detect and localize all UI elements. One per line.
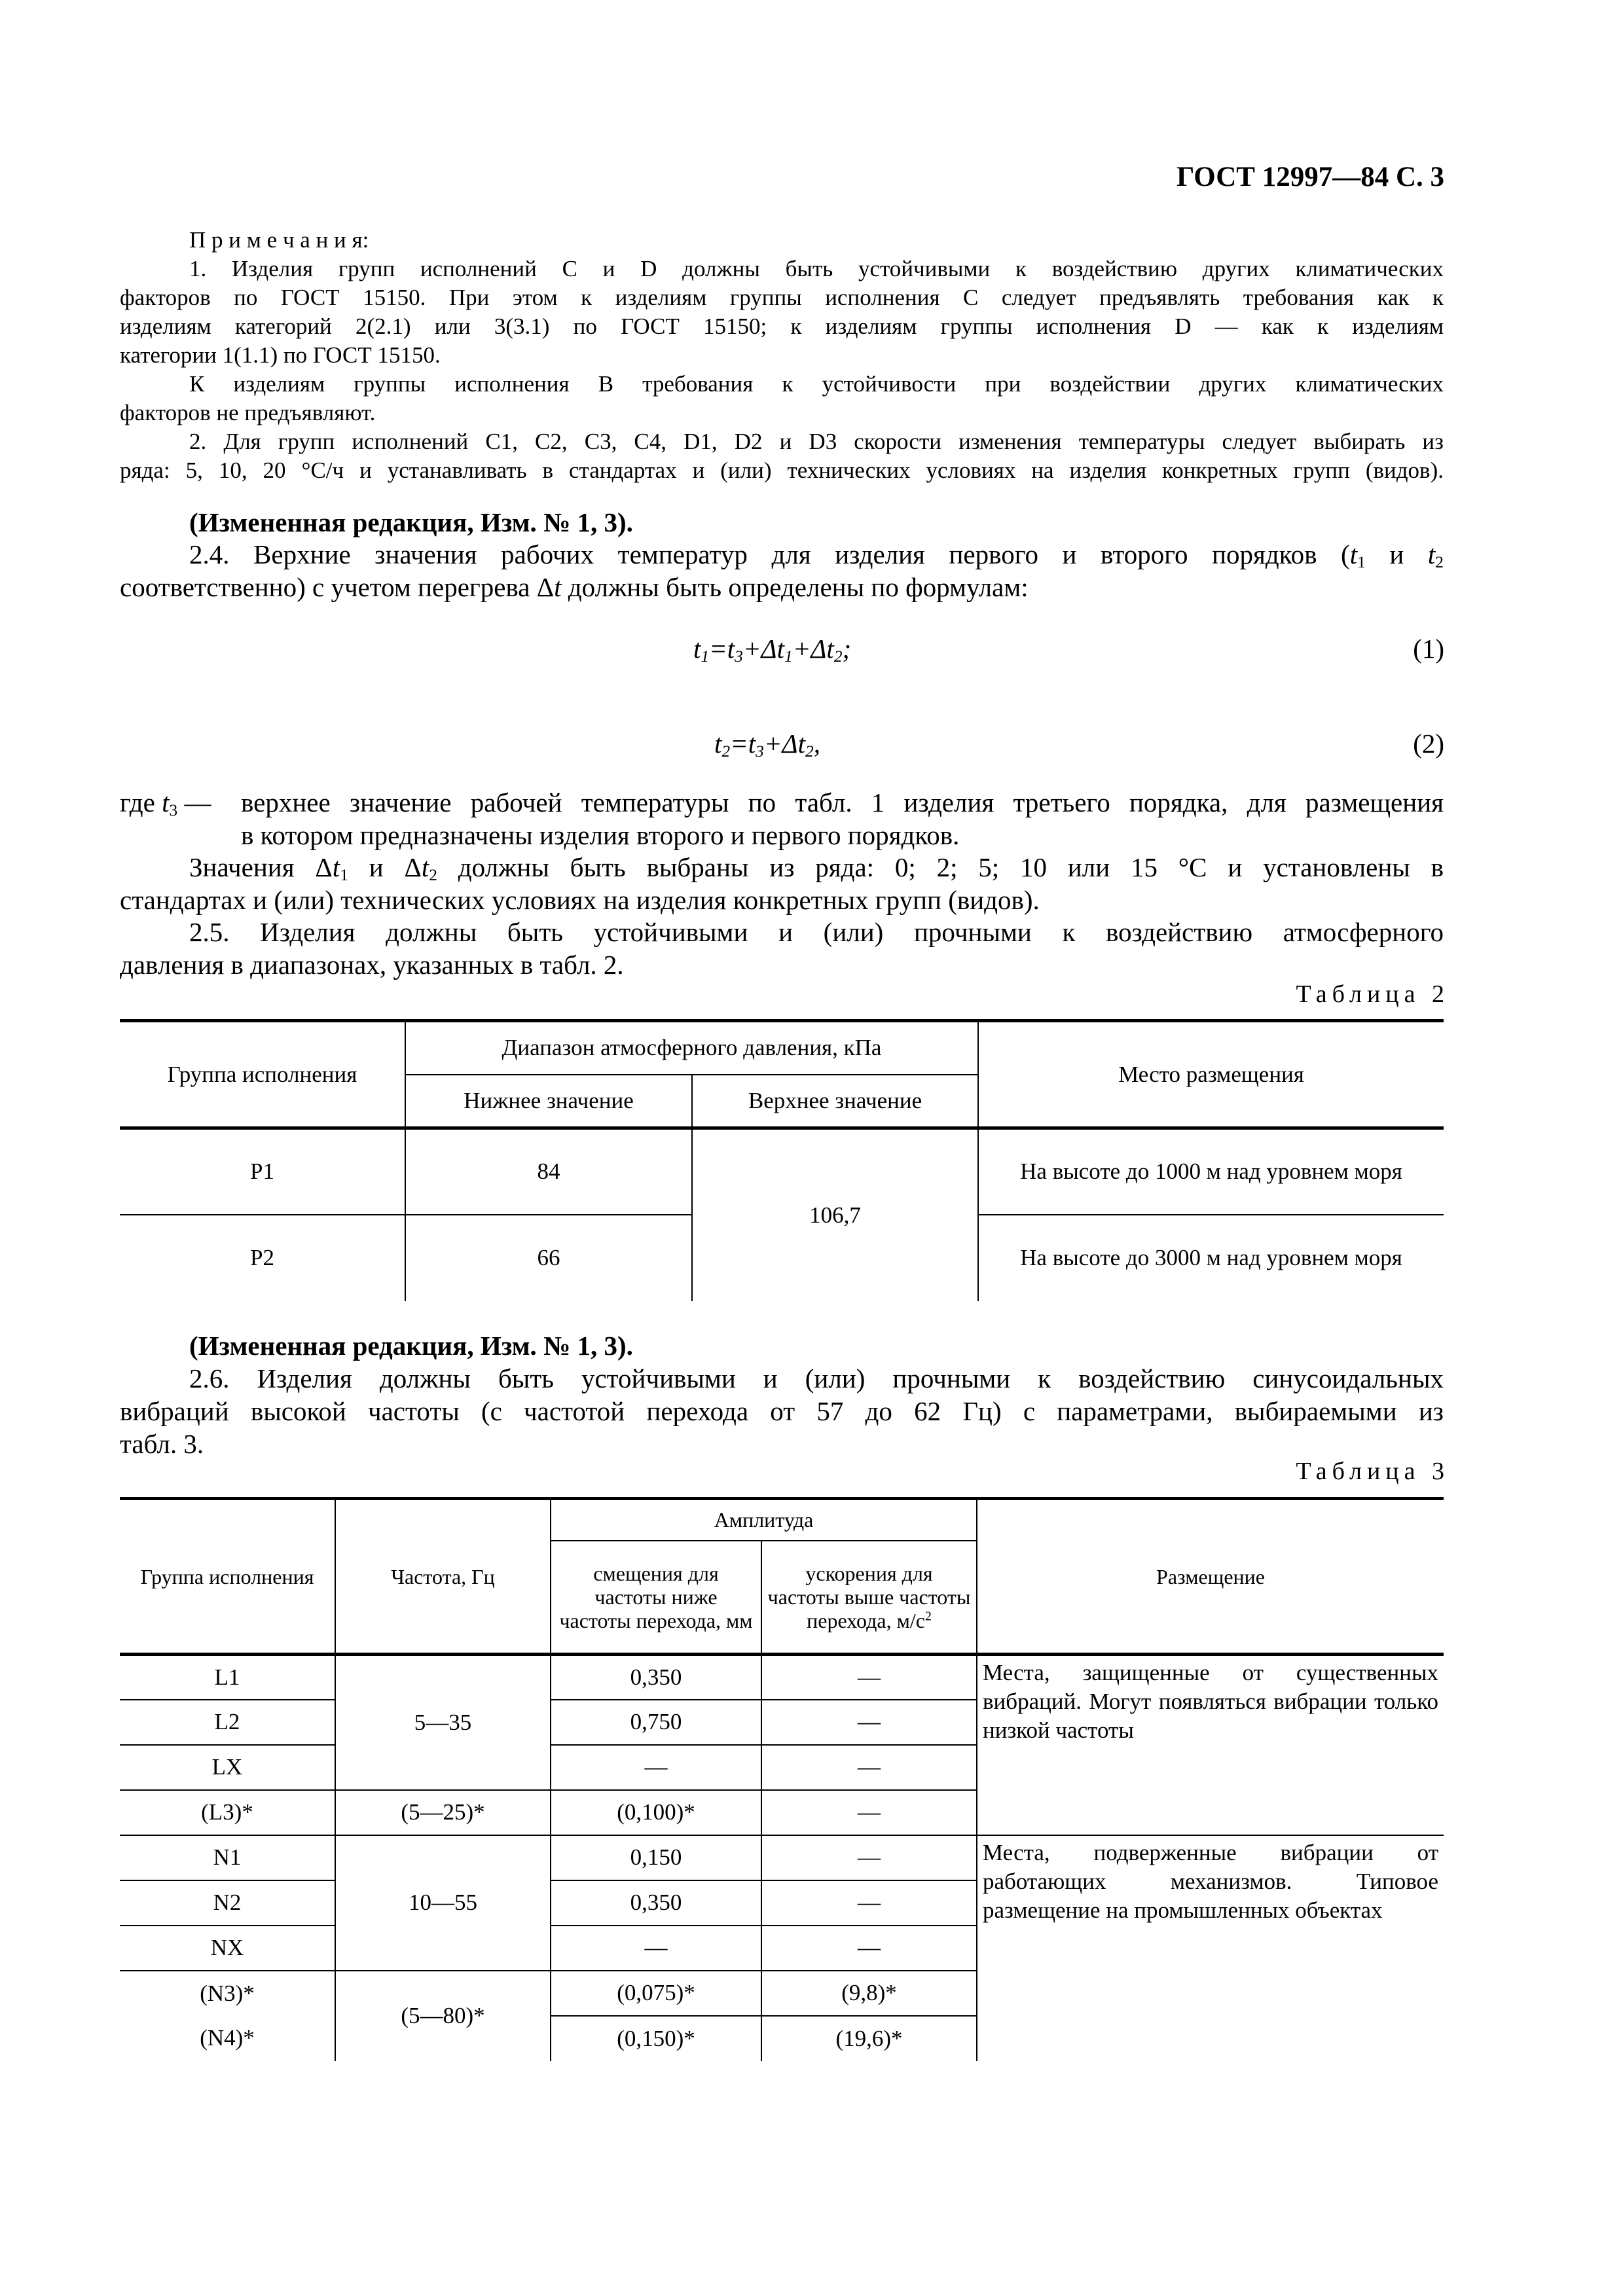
table-3-place-n: Места, подверженные вибрации от работающих механизмов. Типовое размещение на промышленных объектах [983,1839,1439,1923]
paragraph-2-6-line-3: табл. 3. [120,1429,204,1459]
table-2-header-range: Диапазон атмосферного давления, кПа [405,1021,978,1075]
table-3-cell-disp: (0,150)* [551,2016,761,2061]
formula-1: $t_1=t_3+\Delta t_1+\Delta t_2$; [693,634,852,666]
table-3-cell-accel: (9,8)* [761,1971,977,2016]
table-2-cell-group: P2 [120,1215,405,1301]
table-2-header-place: Место размещения [978,1021,1444,1128]
table-3-header-freq: Частота, Гц [335,1499,551,1655]
formula-1-number: (1) [1413,634,1444,664]
table-3-cell-freq: 5—35 [335,1655,551,1790]
table-3-cell-accel: — [761,1700,977,1745]
paragraph-2-4-line-1: 2.4. Верхние значения рабочих температур для изделия первого и второго порядков ($t_1$ и $t_2$ [189,539,1444,571]
table-3-cell-disp: — [551,1926,761,1971]
table-3-cell-group: (N4)* [120,2016,335,2061]
table-3-cell-accel: — [761,1880,977,1926]
table-2-header-lower: Нижнее значение [405,1075,692,1128]
note-2-line-2: ряда: 5, 10, 20 °С/ч и устанавливать в стандартах и (или) технических условиях на изделия конкретных групп (видов). [120,457,1444,483]
table-3-cell-place [977,1655,1444,1835]
table-3-cell-group: L1 [120,1655,335,1700]
table-3-cell-group: N1 [120,1835,335,1880]
amendment-note-1: (Измененная редакция, Изм. № 1, 3). [189,507,633,537]
table-3-cell-accel: — [761,1745,977,1790]
table-3-cell-accel: — [761,1835,977,1880]
where-line-1: где $t_3$ — верхнее значение рабочей температуры по табл. 1 изделия третьего порядка, для размещения [120,787,1444,819]
table-3-cell-group: (L3)* [120,1790,335,1835]
note-b-line-2: факторов не предъявляют. [120,400,376,425]
delta-values-line-2: стандартах и (или) технических условиях на изделия конкретных групп (видов). [120,885,1040,915]
table-3-cell-accel: — [761,1926,977,1971]
table-2-cell-lower: 66 [405,1215,692,1301]
table-3-header-disp: смещения для частоты ниже частоты перехода, мм [551,1541,761,1655]
table-3-cell-group: L2 [120,1700,335,1745]
table-3-caption: Таблица 3 [1296,1458,1450,1485]
table-row [120,1835,1444,1880]
table-3 [120,1497,1444,2061]
paragraph-2-5 [120,916,1444,981]
table-2-cell-place: На высоте до 3000 м над уровнем моря [978,1215,1444,1301]
note-1-line-4: категории 1(1.1) по ГОСТ 15150. [120,342,441,368]
paragraph-2-4 [120,538,1444,603]
table-2-cell-place: На высоте до 1000 м над уровнем моря [978,1128,1444,1215]
table-row [120,1655,1444,1700]
table-3-cell-disp: (0,100)* [551,1790,761,1835]
paragraph-2-6-line-1: 2.6. Изделия должны быть устойчивыми и (или) прочными к воздействию синусоидальных [189,1363,1444,1393]
where-definition [120,786,1444,852]
table-2-header-upper: Верхнее значение [692,1075,978,1128]
table-3-cell-group: NX [120,1926,335,1971]
note-b-line-1: К изделиям группы исполнения B требования к устойчивости при воздействии других климатических [189,371,1444,397]
table-3-header-place: Размещение [977,1499,1444,1655]
table-3-cell-place [977,1835,1444,2061]
table-3-cell-accel: (19,6)* [761,2016,977,2061]
table-3-cell-disp: 0,150 [551,1835,761,1880]
table-3-cell-group: (N3)* [120,1971,335,2016]
table-3-cell-disp: 0,350 [551,1880,761,1926]
table-2-header-group: Группа исполнения [120,1021,405,1128]
paragraph-2-5-line-1: 2.5. Изделия должны быть устойчивыми и (или) прочными к воздействию атмосферного [189,917,1444,947]
table-3-cell-accel: — [761,1655,977,1700]
table-3-cell-disp: — [551,1745,761,1790]
note-1-line-1: 1. Изделия групп исполнений C и D должны быть устойчивыми к воздействию других климатических [189,256,1444,281]
paragraph-2-5-line-2: давления в диапазонах, указанных в табл. 2. [120,950,624,980]
table-3-cell-accel: — [761,1790,977,1835]
page-header [1176,161,1444,193]
table-3-cell-freq: (5—25)* [335,1790,551,1835]
table-3-cell-group: N2 [120,1880,335,1926]
table-3-cell-freq: (5—80)* [335,1971,551,2061]
notes-heading: П р и м е ч а н и я: [189,227,369,253]
formula-2: $t_2=t_3+\Delta t_2$, [714,728,820,761]
page-title: ГОСТ 12997—84 С. 3 [1176,162,1444,192]
table-3-header-group: Группа исполнения [120,1499,335,1655]
table-2-cell-upper: 106,7 [692,1128,978,1301]
table-2-cell-lower: 84 [405,1128,692,1215]
note-1-line-2: факторов по ГОСТ 15150. При этом к изделиям группы исполнения C следует предъявлять требования как к [120,285,1444,310]
table-3-place-l: Места, защищенные от существенных вибраций. Могут появляться вибрации только низкой частоты [983,1660,1439,1743]
table-3-header-accel: ускорения для частоты выше частоты перехода, $м/с^2$ [761,1541,977,1655]
table-row [120,1128,1444,1215]
paragraph-2-6-line-2: вибраций высокой частоты (с частотой перехода от 57 до 62 Гц) с параметрами, выбираемыми из [120,1396,1444,1426]
table-3-cell-group: LX [120,1745,335,1790]
notes-block [120,226,1444,485]
table-2-caption: Таблица 2 [1296,980,1450,1008]
note-1-line-3: изделиям категорий 2(2.1) или 3(3.1) по ГОСТ 15150; к изделиям группы исполнения D — как к изделиям [120,314,1444,339]
delta-values-paragraph [120,851,1444,916]
paragraph-2-6 [120,1362,1444,1460]
formula-2-number: (2) [1413,728,1444,759]
paragraph-2-4-line-2: соответственно) с учетом перегрева Δt должны быть определены по формулам: [120,572,1029,602]
table-2 [120,1019,1444,1301]
note-2-line-1: 2. Для групп исполнений C1, C2, C3, C4, D1, D2 и D3 скорости изменения температуры следует выбирать из [189,429,1444,454]
table-3-header-amplitude: Амплитуда [551,1499,977,1541]
amendment-note-2: (Измененная редакция, Изм. № 1, 3). [189,1331,633,1361]
table-3-cell-disp: (0,075)* [551,1971,761,2016]
table-3-cell-disp: 0,350 [551,1655,761,1700]
table-3-cell-freq: 10—55 [335,1835,551,1971]
delta-values-line-1: Значения $\Delta t_1$ и $\Delta t_2$ должны быть выбраны из ряда: 0; 2; 5; 10 или 15 °С и установлены в [189,852,1444,884]
table-2-cell-group: P1 [120,1128,405,1215]
where-line-2: в котором предназначены изделия второго и первого порядков. [241,820,960,850]
table-3-cell-disp: 0,750 [551,1700,761,1745]
